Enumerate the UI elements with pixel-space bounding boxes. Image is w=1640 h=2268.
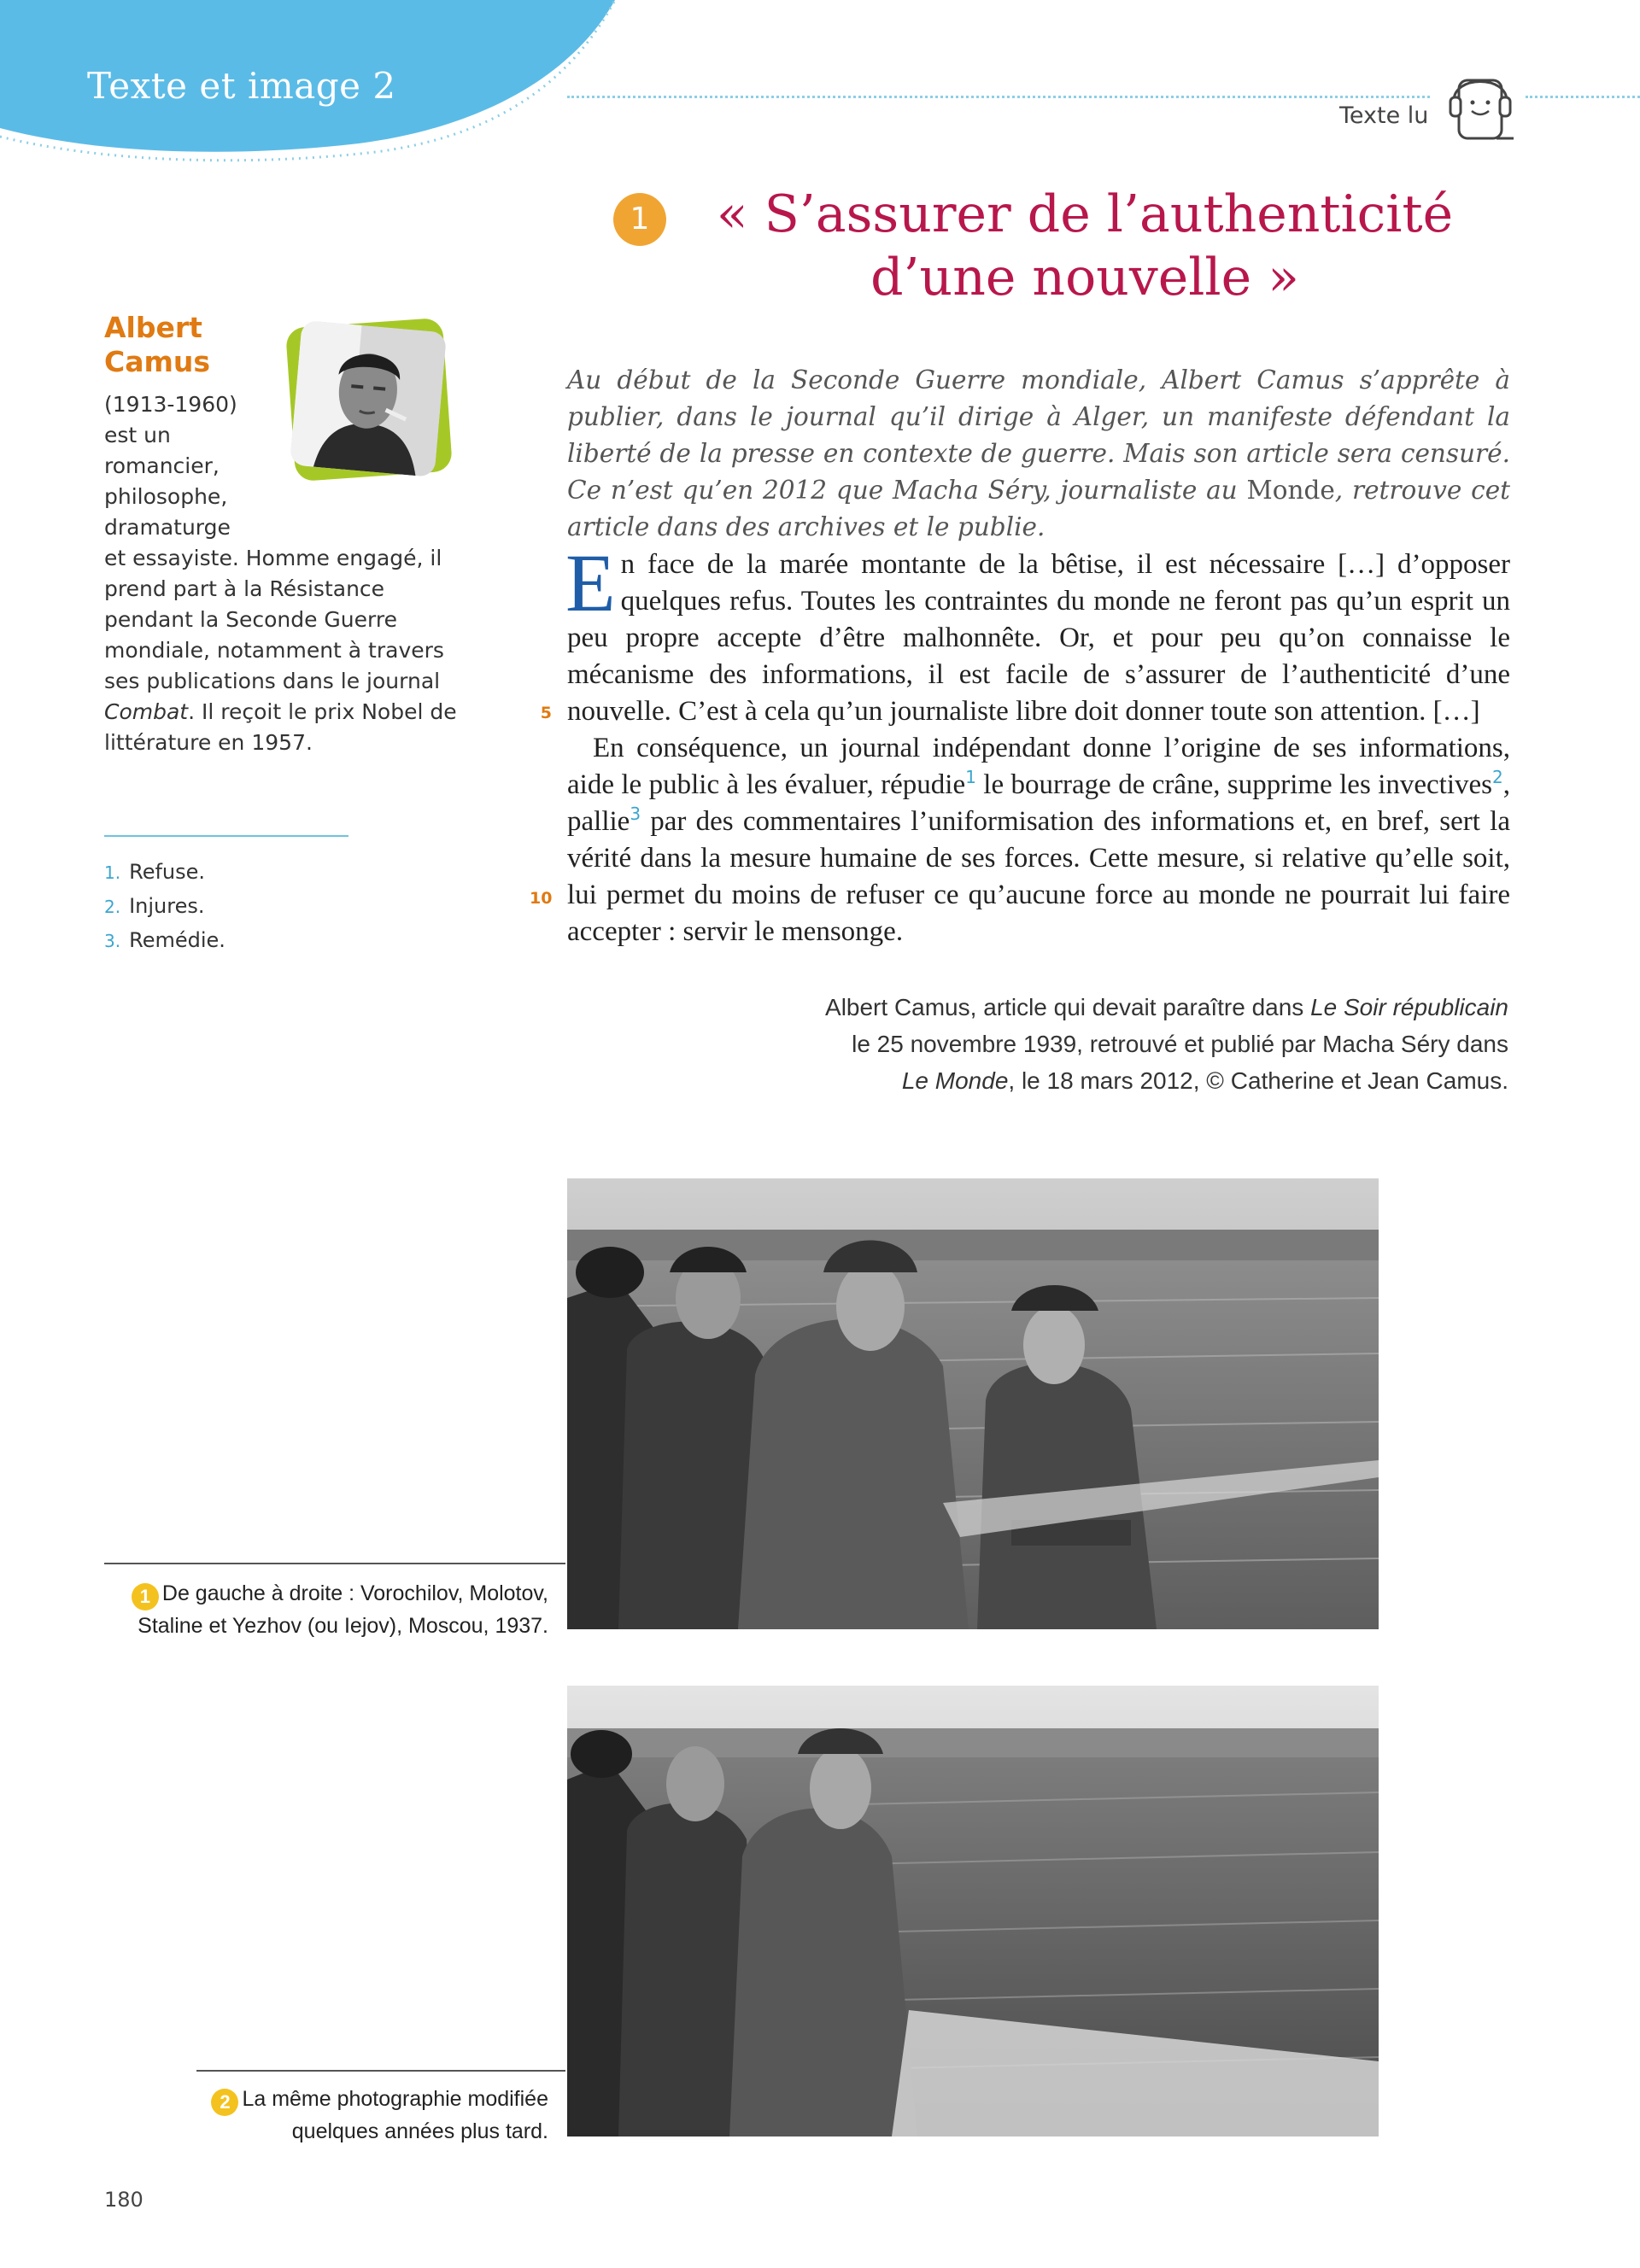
footnote [104,890,226,924]
footnote-text: Injures. [129,894,205,918]
figure-number-badge: 1 [132,1583,159,1610]
photo-modified [567,1686,1379,2136]
header-divider [567,96,1430,98]
figure-caption-1 [104,1578,548,1641]
author-bio [104,389,463,758]
page-title: « S’assurer de l’authenticité d’une nouvelle » [716,184,1454,307]
header-divider-right [1526,96,1640,98]
footnote-text: Refuse. [129,860,206,884]
paragraph-text: le bourrage de crâne, supprime les invectives [975,769,1493,800]
footnote-number: 3. [104,931,121,951]
author-bio-text: et essayiste. Homme engagé, il prend part à la Résistance pendant la Seconde Guerre mondiale, notamment à travers ses publications dans le journal [104,546,444,693]
footnotes [104,856,226,958]
footnote-number: 2. [104,897,121,917]
line-number: 10 [530,889,553,908]
author-bio-journal: Combat [104,699,189,724]
intro-newspaper: Monde [1246,476,1335,505]
author-bio-intro: (1913-1960) est un romancier, philosophe, dramaturge [104,392,237,540]
footnote-number: 1. [104,862,121,883]
author-name: Albert Camus [104,311,211,378]
caption-rule [196,2070,565,2072]
photo-original [567,1178,1379,1629]
citation-text: , le 18 mars 2012, © Catherine et Jean Camus. [1008,1067,1508,1094]
paragraph-text: par des commentaires l’uniformisation des informations et, en bref, sert la vérité dans la mesure humaine de ses forces. Cette mesure, si relative qu’elle soit, lui permet du moins de refuser ce qu’aucune force au monde ne pourrait lui faire accepter : servir le mensonge. [567,806,1510,947]
title-number-badge: 1 [613,193,666,246]
footnote [104,856,226,890]
texte-lu-label: Texte lu [1339,102,1429,129]
citation-newspaper: Le Monde [901,1067,1009,1094]
caption-line [104,1578,548,1610]
paragraph-text: En conséquence, un journal indépendant donne l’origine de ses informations, aide le public à les évaluer, répudie [567,733,1510,800]
footnote [104,924,226,958]
footnote-text: Remédie. [129,928,226,952]
intro-text-end: , retrouve cet article dans des archives et le publie. [567,476,1511,541]
caption-text: De gauche à droite : Vorochilov, Molotov, [161,1581,548,1605]
footnote-ref[interactable]: 3 [630,804,641,824]
caption-line: Staline et Yezhov (ou Iejov), Moscou, 1937. [138,1614,548,1638]
page-number: 180 [104,2188,144,2212]
caption-text: La même photographie modifiée [242,2087,548,2111]
article-paragraph-1 [565,537,1510,730]
citation-text: Albert Camus, article qui devait paraître dans [825,994,1311,1020]
caption-rule [104,1563,565,1564]
line-number: 5 [540,704,552,722]
citation-line: le 25 novembre 1939, retrouvé et publié par Macha Séry dans [852,1031,1508,1057]
article-body [565,537,1510,950]
intro-text: Au début de la Seconde Guerre mondiale, Albert Camus s’apprête à publier, dans le journal qu’il dirige à Alger, un manifeste défendant la liberté de la presse en contexte de guerre. Mais son article sera censuré. Ce n’est qu’en 2012 que Macha Séry, journaliste au [567,365,1510,505]
citation-line [700,1062,1508,1099]
article-paragraph-2 [567,730,1510,950]
caption-line: quelques années plus tard. [291,2119,548,2143]
figure-number-badge: 2 [211,2089,238,2116]
paragraph-text: , pallie [567,769,1510,837]
footnotes-divider [104,835,348,837]
paragraph-text: n face de la marée montante de la bêtise, il est nécessaire […] d’opposer quelques refus. Toutes les contraintes du monde ne feront pas qu’un esprit un peu propre accepte d’être malhonnête. Or, et pour peu qu’on connaisse le mécanisme des informations, il est facile de s’assurer de l’authenticité d’une nouvelle. C’est à cela qu’un journaliste libre doit donner toute son attention. […] [567,549,1510,727]
citation-newspaper: Le Soir républicain [1310,994,1508,1020]
footnote-ref[interactable]: 1 [965,767,976,787]
section-title: Texte et image 2 [87,65,396,107]
figure-caption-2 [104,2084,548,2147]
source-citation [700,989,1508,1099]
author-bio-text-end: . Il reçoit le prix Nobel de littérature en 1957. [104,699,457,755]
caption-line [104,2084,548,2116]
intro-paragraph [567,362,1510,546]
drop-cap: E [565,537,616,628]
citation-line [700,989,1508,1026]
footnote-ref[interactable]: 2 [1492,767,1503,787]
headphones-icon[interactable] [1445,67,1515,145]
